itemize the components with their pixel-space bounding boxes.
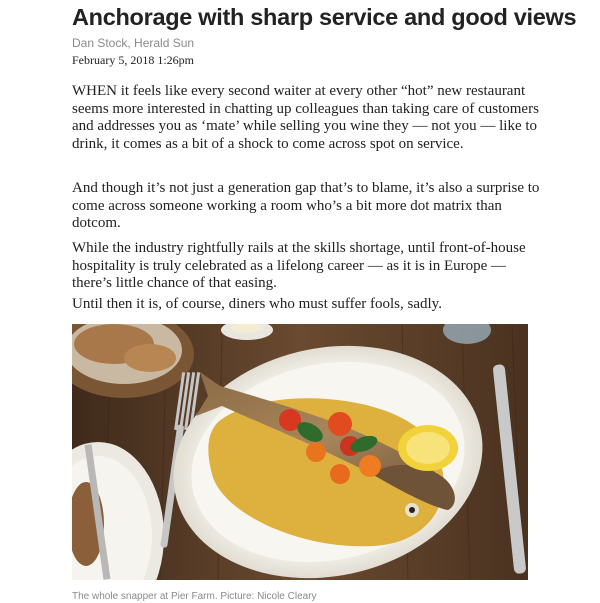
article-date: February 5, 2018 1:26pm bbox=[72, 53, 194, 67]
article-paragraph-4: Until then it is, of course, diners who must suffer fools, sadly. bbox=[72, 296, 442, 312]
photo-caption: The whole snapper at Pier Farm. Picture: Nicole Cleary bbox=[72, 591, 317, 602]
article-paragraph-1: WHEN it feels like every second waiter at every other “hot” new restaurant seems more interested in chatting up colleagues than taking care of customers and addresses you as ‘mate’ while selling you wine they — not you — like to drink, it comes as a bit of a shock to come across spot on service. bbox=[72, 83, 539, 152]
article-photo bbox=[72, 324, 528, 580]
article-paragraph-3: While the industry rightfully rails at the skills shortage, until front-of-house hospitality is truly celebrated as a lifelong career — as it is in Europe — there’s little chance of that easing. bbox=[72, 240, 526, 291]
article-headline: Anchorage with sharp service and good views bbox=[72, 4, 577, 30]
article-paragraph-2: And though it’s not just a generation gap that’s to blame, it’s also a surprise to come across someone working a room who’s a bit more dot matrix than dotcom. bbox=[72, 180, 540, 231]
lemon-wedge bbox=[398, 425, 458, 471]
article-byline: Dan Stock, Herald Sun bbox=[72, 36, 195, 50]
